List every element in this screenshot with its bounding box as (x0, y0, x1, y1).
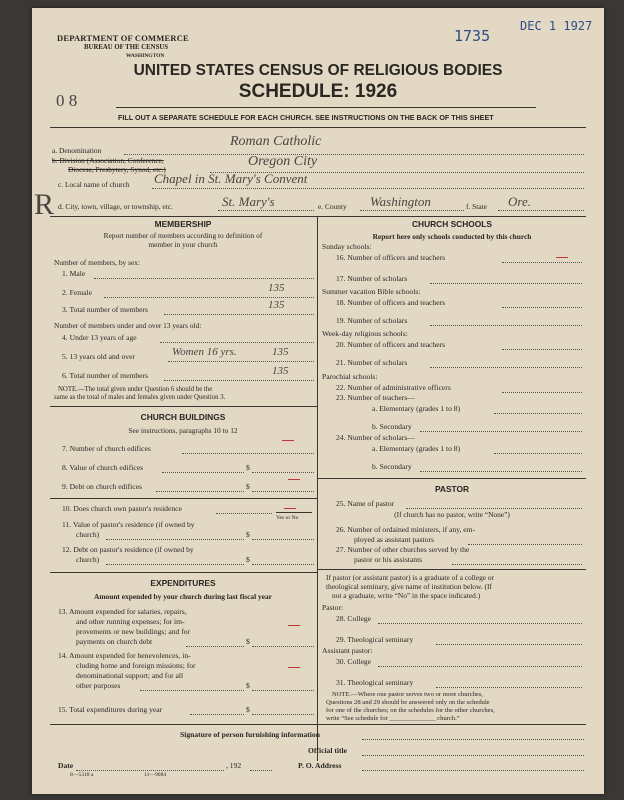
q5-over13-label: 5. 13 years old and over (62, 352, 135, 361)
form-title: UNITED STATES CENSUS OF RELIGIOUS BODIES (133, 62, 503, 79)
q24-secondary-label: b. Secondary (372, 462, 412, 471)
department-name: DEPARTMENT OF COMMERCE (57, 33, 189, 43)
city-value: St. Mary's (222, 194, 275, 209)
q4-under13-label: 4. Under 13 years of age (62, 333, 137, 342)
form-subtitle: SCHEDULE: 1926 (238, 81, 398, 102)
date-received-stamp: DEC 1 1927 (520, 19, 593, 33)
date-label: Date (58, 761, 74, 770)
pastor-label: Pastor: (322, 603, 344, 612)
q6-total-value: 135 (272, 365, 289, 377)
q14-dollar: $ (246, 681, 250, 690)
q3-total-value: 135 (268, 299, 285, 311)
q8-value-label: 8. Value of church edifices (62, 463, 144, 472)
q26-label-line2: ployed as assistant pastors (354, 535, 434, 544)
official-title-label: Official title (308, 746, 348, 755)
expenditures-subheading: Amount expended by your church during last fiscal year (94, 592, 272, 601)
division-value: Oregon City (248, 154, 318, 169)
q11-dollar: $ (246, 530, 250, 539)
bureau-city: WASHINGTON (126, 53, 165, 59)
county-label: e. County (318, 202, 347, 211)
q11-value-label-line2: church) (76, 530, 100, 539)
q16-label: 16. Number of officers and teachers (336, 253, 446, 262)
q2-female-value: 135 (268, 282, 285, 294)
schedule-number-stamp: 1735 (454, 27, 491, 45)
q20-label: 20. Number of officers and teachers (336, 340, 446, 349)
q10-residence-label: 10. Does church own pastor's residence (62, 504, 182, 513)
q3-total-label: 3. Total number of members (62, 305, 149, 314)
q22-label: 22. Number of administrative officers (336, 383, 451, 392)
print-number: 11—9084 (144, 772, 167, 778)
q17-label: 17. Number of scholars (336, 274, 408, 283)
red-r-mark: R (34, 188, 55, 221)
q14-label: 14. Amount expended for benevolences, in- (58, 651, 191, 660)
q26-label: 26. Number of ordained ministers, if any, em- (336, 525, 476, 534)
census-schedule-sheet (32, 8, 604, 794)
q19-label: 19. Number of scholars (336, 316, 408, 325)
q24-elementary-label: a. Elementary (grades 1 to 8) (372, 444, 461, 453)
church-name-label: c. Local name of church (58, 180, 130, 189)
state-value: Ore. (508, 194, 531, 209)
q25-label: 25. Name of pastor (336, 499, 395, 508)
signature-label: Signature of person furnishing information (180, 730, 320, 739)
division-label-line2: Diocese, Presbytery, Synod, etc.) (68, 165, 166, 174)
graduate-instruction: If pastor (or assistant pastor) is a graduate of a college or (326, 573, 495, 582)
q31-label: 31. Theological seminary (336, 678, 414, 687)
q8-dollar: $ (246, 463, 250, 472)
pastor-note-line3: for one of the churches; on the schedules for the other churches, (326, 707, 495, 714)
q23-elementary-label: a. Elementary (grades 1 to 8) (372, 404, 461, 413)
po-address-label: P. O. Address (298, 761, 342, 770)
q9-debt-label: 9. Debt on church edifices (62, 482, 142, 491)
q11-value-label: 11. Value of pastor's residence (if owned by (62, 520, 195, 529)
buildings-heading: CHURCH BUILDINGS (140, 412, 226, 422)
q13-label-line2: and other running expenses; for im- (76, 617, 185, 626)
denomination-label: a. Denomination (52, 146, 102, 155)
parochial-schools-label: Parochial schools: (322, 372, 378, 381)
q13-label: 13. Amount expended for salaries, repairs, (58, 607, 187, 616)
q9-dollar: $ (246, 482, 250, 491)
q25-note: (If church has no pastor, write “None”) (394, 510, 510, 519)
red-handwritten-mark: 0 8 (56, 91, 78, 110)
membership-intro-line2: member in your church (148, 240, 218, 249)
q1-male-label: 1. Male (62, 269, 86, 278)
q12-dollar: $ (246, 555, 250, 564)
q28-label: 28. College (336, 614, 372, 623)
county-value: Washington (370, 194, 431, 209)
division-label: b. Division (Association, Conference, (52, 156, 164, 165)
q7-edifices-label: 7. Number of church edifices (62, 444, 151, 453)
q14-label-line3: denominational support; and for all (76, 671, 184, 680)
graduate-instruction-line3: not a graduate, write “No” in the space indicated.) (332, 591, 481, 600)
membership-note: NOTE.—The total given under Question 6 should be the (58, 386, 213, 393)
members-by-age-label: Number of members under and over 13 years old: (54, 321, 202, 330)
q30-label: 30. College (336, 657, 372, 666)
sunday-schools-label: Sunday schools: (322, 242, 372, 251)
q14-label-line4: other purposes (76, 681, 121, 690)
q29-label: 29. Theological seminary (336, 635, 414, 644)
membership-intro: Report number of members according to definition of (103, 231, 263, 240)
q23-label: 23. Number of teachers— (336, 393, 415, 402)
q13-label-line3: provements or new buildings; and for (76, 627, 191, 636)
city-label: d. City, town, village, or township, etc. (58, 202, 173, 211)
state-label: f. State (466, 202, 487, 211)
pastor-note-line2: Questions 28 and 29 should be answered only on the schedule (326, 699, 490, 706)
q15-label: 15. Total expenditures during year (58, 705, 163, 714)
q5-over13-value: 135 (272, 346, 289, 358)
pastor-note-line4: write “See schedule for ______________ church.” (326, 715, 460, 722)
q24-label: 24. Number of scholars— (336, 433, 415, 442)
q2-female-label: 2. Female (62, 288, 92, 297)
q18-label: 18. Number of officers and teachers (336, 298, 446, 307)
q12-debt-label: 12. Debt on pastor's residence (if owned by (62, 545, 194, 554)
membership-heading: MEMBERSHIP (154, 219, 212, 229)
church-name-value: Chapel in St. Mary's Convent (154, 171, 308, 186)
yes-no-hint: Yes or No (276, 515, 299, 521)
q23-secondary-label: b. Secondary (372, 422, 412, 431)
q21-label: 21. Number of scholars (336, 358, 408, 367)
q15-dollar: $ (246, 705, 250, 714)
weekday-schools-label: Week-day religious schools: (322, 329, 408, 338)
fill-instruction: FILL OUT A SEPARATE SCHEDULE FOR EACH CHURCH. SEE INSTRUCTIONS ON THE BACK OF THIS SHEET (118, 113, 494, 122)
buildings-instructions: See instructions, paragraphs 10 to 12 (128, 426, 238, 435)
q13-dollar: $ (246, 637, 250, 646)
assistant-pastor-label: Assistant pastor: (322, 646, 373, 655)
pastor-heading: PASTOR (434, 484, 470, 494)
graduate-instruction-line2: theological seminary, give name of institution below. (If (326, 582, 492, 591)
pastor-note: NOTE.—Where one pastor serves two or more churches, (332, 691, 484, 698)
bureau-name: BUREAU OF THE CENSUS (84, 44, 169, 51)
q13-label-line4: payments on church debt (76, 637, 153, 646)
members-by-sex-label: Number of members, by sex: (54, 258, 140, 267)
expenditures-heading: EXPENDITURES (150, 578, 216, 588)
schools-subheading: Report here only schools conducted by this church (372, 232, 532, 241)
q5-over13-note: Women 16 yrs. (172, 346, 237, 358)
year-label: , 192 (226, 761, 242, 770)
q27-label-line2: pastor or his assistants (354, 555, 423, 564)
form-number: 8—5318 a (70, 772, 94, 778)
q6-total-label: 6. Total number of members (62, 371, 149, 380)
membership-note-line2: same as the total of males and females given under Question 3. (54, 394, 226, 401)
schools-heading: CHURCH SCHOOLS (411, 219, 493, 229)
q12-debt-label-line2: church) (76, 555, 100, 564)
q27-label: 27. Number of other churches served by the (336, 545, 470, 554)
summer-schools-label: Summer vacation Bible schools: (322, 287, 421, 296)
denomination-value: Roman Catholic (230, 134, 322, 149)
q14-label-line2: cluding home and foreign missions; for (76, 661, 196, 670)
